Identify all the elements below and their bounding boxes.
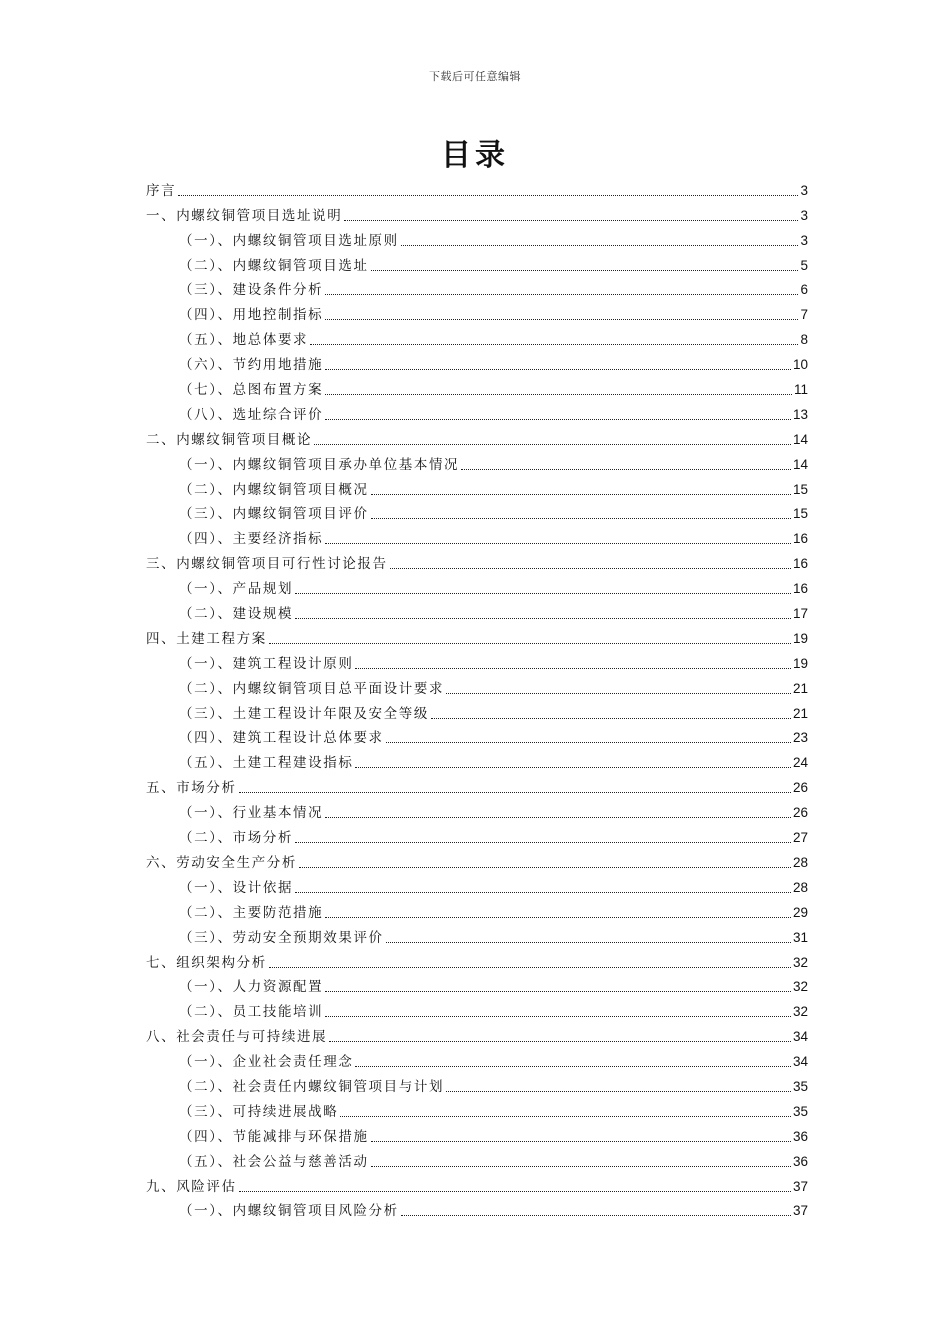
toc-page-number: 7 bbox=[800, 307, 808, 323]
toc-dot-leader bbox=[269, 967, 791, 968]
toc-page-number: 27 bbox=[792, 830, 808, 846]
toc-section-entry[interactable] bbox=[146, 648, 808, 673]
toc-dot-leader bbox=[355, 668, 791, 669]
toc-dot-leader bbox=[314, 444, 791, 445]
toc-page-number: 34 bbox=[792, 1054, 808, 1070]
toc-page-number: 32 bbox=[792, 954, 808, 970]
toc-page-number: 35 bbox=[792, 1103, 808, 1119]
toc-section-entry[interactable] bbox=[146, 1071, 808, 1096]
toc-page-number: 24 bbox=[792, 755, 808, 771]
toc-dot-leader bbox=[446, 693, 791, 694]
toc-chapter-entry[interactable] bbox=[146, 175, 808, 200]
toc-dot-leader bbox=[401, 245, 799, 246]
toc-dot-leader bbox=[340, 1116, 791, 1117]
toc-page-number: 16 bbox=[792, 556, 808, 572]
toc-entry-label: 四、土建工程方案 bbox=[146, 630, 267, 647]
toc-entry-label: （一）、企业社会责任理念 bbox=[179, 1054, 354, 1071]
toc-section-entry[interactable] bbox=[146, 275, 808, 300]
toc-section-entry[interactable] bbox=[146, 499, 808, 524]
toc-chapter-entry[interactable] bbox=[146, 623, 808, 648]
toc-entry-label: （八）、选址综合评价 bbox=[179, 406, 324, 423]
toc-page-number: 26 bbox=[792, 805, 808, 821]
toc-entry-label: （一）、建筑工程设计原则 bbox=[179, 655, 354, 672]
toc-section-entry[interactable] bbox=[146, 673, 808, 698]
toc-dot-leader bbox=[344, 220, 798, 221]
toc-page-number: 36 bbox=[792, 1153, 808, 1169]
toc-entry-label: （四）、建筑工程设计总体要求 bbox=[179, 730, 384, 747]
toc-section-entry[interactable] bbox=[146, 349, 808, 374]
toc-dot-leader bbox=[325, 419, 791, 420]
toc-dot-leader bbox=[371, 494, 791, 495]
toc-entry-label: （二）、市场分析 bbox=[179, 830, 294, 847]
toc-section-entry[interactable] bbox=[146, 449, 808, 474]
toc-dot-leader bbox=[239, 1191, 791, 1192]
toc-chapter-entry[interactable] bbox=[146, 847, 808, 872]
toc-entry-label: 七、组织架构分析 bbox=[146, 954, 267, 971]
toc-section-entry[interactable] bbox=[146, 797, 808, 822]
toc-page-number: 10 bbox=[792, 357, 808, 373]
toc-page-number: 3 bbox=[800, 207, 808, 223]
toc-entry-label: （二）、主要防范措施 bbox=[179, 904, 324, 921]
table-of-contents bbox=[146, 175, 808, 1220]
toc-page-number: 8 bbox=[800, 332, 808, 348]
toc-entry-label: （一）、行业基本情况 bbox=[179, 805, 324, 822]
toc-page-number: 19 bbox=[792, 655, 808, 671]
toc-entry-label: （四）、用地控制指标 bbox=[179, 307, 324, 324]
toc-chapter-entry[interactable] bbox=[146, 424, 808, 449]
toc-page-number: 14 bbox=[792, 431, 808, 447]
toc-page-number: 23 bbox=[792, 730, 808, 746]
toc-page-number: 32 bbox=[792, 1004, 808, 1020]
toc-dot-leader bbox=[325, 369, 791, 370]
toc-section-entry[interactable] bbox=[146, 872, 808, 897]
toc-dot-leader bbox=[371, 1141, 791, 1142]
toc-page-number: 16 bbox=[792, 531, 808, 547]
toc-entry-label: （三）、可持续进展战略 bbox=[179, 1103, 339, 1120]
toc-page-number: 21 bbox=[792, 705, 808, 721]
toc-section-entry[interactable] bbox=[146, 573, 808, 598]
toc-entry-label: （一）、设计依据 bbox=[179, 879, 294, 896]
toc-dot-leader bbox=[178, 195, 798, 196]
toc-entry-label: （六）、节约用地措施 bbox=[179, 357, 324, 374]
toc-dot-leader bbox=[390, 568, 791, 569]
toc-page-number: 19 bbox=[792, 630, 808, 646]
toc-dot-leader bbox=[269, 643, 791, 644]
toc-entry-label: （五）、土建工程建设指标 bbox=[179, 755, 354, 772]
toc-entry-label: 九、风险评估 bbox=[146, 1178, 237, 1195]
toc-dot-leader bbox=[355, 1066, 791, 1067]
toc-dot-leader bbox=[295, 593, 791, 594]
toc-entry-label: 序言 bbox=[146, 182, 177, 199]
toc-dot-leader bbox=[325, 1016, 791, 1017]
toc-section-entry[interactable] bbox=[146, 1146, 808, 1171]
toc-chapter-entry[interactable] bbox=[146, 548, 808, 573]
toc-dot-leader bbox=[371, 518, 791, 519]
toc-section-entry[interactable] bbox=[146, 1121, 808, 1146]
toc-dot-leader bbox=[355, 767, 791, 768]
toc-page-number: 28 bbox=[792, 854, 808, 870]
toc-dot-leader bbox=[431, 718, 791, 719]
toc-section-entry[interactable] bbox=[146, 299, 808, 324]
toc-entry-label: 一、内螺纹铜管项目选址说明 bbox=[146, 207, 343, 224]
toc-entry-label: （二）、建设规模 bbox=[179, 606, 294, 623]
toc-entry-label: 五、市场分析 bbox=[146, 780, 237, 797]
toc-section-entry[interactable] bbox=[146, 996, 808, 1021]
toc-dot-leader bbox=[325, 917, 791, 918]
toc-dot-leader bbox=[386, 742, 791, 743]
toc-entry-label: （二）、内螺纹铜管项目选址 bbox=[179, 257, 369, 274]
toc-dot-leader bbox=[329, 1041, 791, 1042]
toc-entry-label: （一）、产品规划 bbox=[179, 581, 294, 598]
toc-entry-label: （三）、建设条件分析 bbox=[179, 282, 324, 299]
toc-section-entry[interactable] bbox=[146, 523, 808, 548]
toc-section-entry[interactable] bbox=[146, 747, 808, 772]
toc-dot-leader bbox=[325, 394, 792, 395]
toc-section-entry[interactable] bbox=[146, 225, 808, 250]
toc-entry-label: （一）、内螺纹铜管项目风险分析 bbox=[179, 1203, 399, 1220]
toc-section-entry[interactable] bbox=[146, 822, 808, 847]
toc-section-entry[interactable] bbox=[146, 1046, 808, 1071]
toc-entry-label: （七）、总图布置方案 bbox=[179, 382, 324, 399]
toc-page-number: 3 bbox=[800, 182, 808, 198]
toc-page-number: 13 bbox=[792, 406, 808, 422]
toc-page-number: 32 bbox=[792, 979, 808, 995]
toc-entry-label: （二）、内螺纹铜管项目总平面设计要求 bbox=[179, 680, 445, 697]
toc-dot-leader bbox=[371, 1166, 791, 1167]
toc-section-entry[interactable] bbox=[146, 399, 808, 424]
toc-entry-label: （三）、劳动安全预期效果评价 bbox=[179, 929, 384, 946]
toc-section-entry[interactable] bbox=[146, 972, 808, 997]
toc-chapter-entry[interactable] bbox=[146, 200, 808, 225]
toc-page-number: 6 bbox=[800, 282, 808, 298]
toc-section-entry[interactable] bbox=[146, 324, 808, 349]
toc-dot-leader bbox=[310, 344, 798, 345]
toc-entry-label: （一）、内螺纹铜管项目承办单位基本情况 bbox=[179, 456, 460, 473]
toc-section-entry[interactable] bbox=[146, 474, 808, 499]
toc-dot-leader bbox=[386, 942, 791, 943]
toc-dot-leader bbox=[325, 294, 798, 295]
toc-entry-label: 三、内螺纹铜管项目可行性讨论报告 bbox=[146, 556, 388, 573]
toc-page-number: 34 bbox=[792, 1029, 808, 1045]
toc-page-number: 5 bbox=[800, 257, 808, 273]
toc-page-number: 29 bbox=[792, 904, 808, 920]
toc-dot-leader bbox=[371, 270, 799, 271]
toc-dot-leader bbox=[295, 892, 791, 893]
toc-page-number: 36 bbox=[792, 1128, 808, 1144]
toc-section-entry[interactable] bbox=[146, 922, 808, 947]
toc-dot-leader bbox=[446, 1091, 791, 1092]
toc-dot-leader bbox=[325, 319, 798, 320]
toc-section-entry[interactable] bbox=[146, 374, 808, 399]
toc-section-entry[interactable] bbox=[146, 598, 808, 623]
toc-entry-label: （三）、土建工程设计年限及安全等级 bbox=[179, 705, 429, 722]
toc-page-number: 37 bbox=[792, 1178, 808, 1194]
toc-chapter-entry[interactable] bbox=[146, 947, 808, 972]
toc-dot-leader bbox=[299, 867, 791, 868]
toc-entry-label: （五）、社会公益与慈善活动 bbox=[179, 1153, 369, 1170]
toc-page-number: 16 bbox=[792, 581, 808, 597]
toc-section-entry[interactable] bbox=[146, 698, 808, 723]
toc-dot-leader bbox=[325, 817, 791, 818]
header-note: 下载后可任意编辑 bbox=[429, 70, 521, 83]
toc-section-entry[interactable] bbox=[146, 1096, 808, 1121]
toc-page-number: 28 bbox=[792, 879, 808, 895]
toc-page-number: 35 bbox=[792, 1078, 808, 1094]
toc-entry-label: （二）、员工技能培训 bbox=[179, 1004, 324, 1021]
toc-entry-label: （三）、内螺纹铜管项目评价 bbox=[179, 506, 369, 523]
toc-page-number: 26 bbox=[792, 780, 808, 796]
toc-section-entry[interactable] bbox=[146, 897, 808, 922]
toc-page-number: 17 bbox=[792, 606, 808, 622]
toc-entry-label: （一）、人力资源配置 bbox=[179, 979, 324, 996]
toc-page-number: 11 bbox=[793, 382, 808, 398]
toc-dot-leader bbox=[325, 543, 791, 544]
toc-chapter-entry[interactable] bbox=[146, 772, 808, 797]
toc-entry-label: （四）、主要经济指标 bbox=[179, 531, 324, 548]
toc-section-entry[interactable] bbox=[146, 1196, 808, 1221]
toc-page-number: 15 bbox=[792, 506, 808, 522]
toc-page-number: 31 bbox=[792, 929, 808, 945]
toc-entry-label: （一）、内螺纹铜管项目选址原则 bbox=[179, 232, 399, 249]
toc-dot-leader bbox=[295, 842, 791, 843]
toc-page-number: 21 bbox=[792, 680, 808, 696]
toc-chapter-entry[interactable] bbox=[146, 1021, 808, 1046]
toc-entry-label: （二）、社会责任内螺纹铜管项目与计划 bbox=[179, 1078, 445, 1095]
toc-entry-label: （二）、内螺纹铜管项目概况 bbox=[179, 481, 369, 498]
toc-chapter-entry[interactable] bbox=[146, 1171, 808, 1196]
toc-page-number: 15 bbox=[792, 481, 808, 497]
toc-section-entry[interactable] bbox=[146, 250, 808, 275]
toc-dot-leader bbox=[295, 618, 791, 619]
toc-entry-label: 二、内螺纹铜管项目概论 bbox=[146, 431, 313, 448]
toc-entry-label: （四）、节能减排与环保措施 bbox=[179, 1128, 369, 1145]
toc-entry-label: 八、社会责任与可持续进展 bbox=[146, 1029, 328, 1046]
toc-dot-leader bbox=[461, 469, 791, 470]
toc-page-number: 14 bbox=[792, 456, 808, 472]
toc-title: 目录 bbox=[441, 138, 509, 173]
toc-entry-label: 六、劳动安全生产分析 bbox=[146, 854, 297, 871]
toc-page-number: 3 bbox=[800, 232, 808, 248]
toc-dot-leader bbox=[239, 792, 791, 793]
toc-entry-label: （五）、地总体要求 bbox=[179, 332, 309, 349]
toc-page-number: 37 bbox=[792, 1203, 808, 1219]
toc-dot-leader bbox=[401, 1215, 791, 1216]
toc-dot-leader bbox=[325, 991, 791, 992]
toc-section-entry[interactable] bbox=[146, 723, 808, 748]
